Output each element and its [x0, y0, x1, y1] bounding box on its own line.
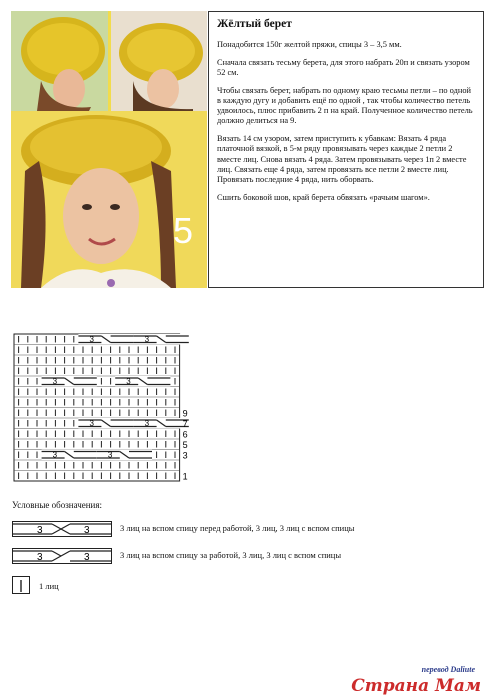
row-number: 9	[182, 408, 188, 419]
cable-digit: 3	[107, 450, 113, 460]
paragraph-decreases: Вязать 14 см узором, затем приступить к убавкам: Вязать 4 ряда платочной вязкой, в 5-м ряду провязывать через каждые 2 петли 2 вместе лиц. Снова вязать 4 ряда. Затем провязывать через 1п 2 вместе лиц. Связать еще 4 ряда, затем провязать все петли 2 вместе лиц. Провязать последние 4 ряда, нить оборвать.	[217, 134, 467, 184]
article-title: Жёлтый берет	[217, 18, 292, 30]
instructions-box	[208, 11, 484, 288]
photo-main	[11, 111, 207, 288]
beret-photo	[11, 11, 207, 288]
translator-credit: перевод Daliute	[421, 665, 475, 674]
photo-small-right	[111, 11, 207, 111]
cable-digit: 3	[126, 377, 131, 386]
cable-digit: 3	[144, 335, 150, 344]
cable-back-symbol	[12, 548, 112, 564]
legend-text-knit: 1 лиц	[39, 581, 59, 591]
cable-digit: 3	[144, 419, 150, 428]
site-logo: Страна Мам	[351, 676, 481, 696]
paragraph-finishing: Сшить боковой шов, край берета обвязать «рачьим шагом».	[217, 192, 430, 202]
knit-symbol	[12, 576, 30, 594]
knitting-chart	[12, 330, 197, 490]
cable-back-digit-right: 3	[84, 552, 90, 563]
row-number: 3	[182, 450, 188, 461]
photo-small-left	[11, 11, 108, 111]
legend-item-knit	[12, 576, 59, 592]
cable-digit: 3	[89, 419, 94, 428]
paragraph-yarn: Понадобится 150г желтой пряжи, спицы 3 – 3,5 мм.	[217, 39, 402, 49]
paragraph-band: Сначала связать тесьму берета, для этого набрать 20п и связать узором 52 см.	[217, 57, 470, 77]
cable-digit: 3	[52, 450, 58, 460]
cable-back-digit-left: 3	[37, 552, 43, 563]
legend-text-cable-front: 3 лиц на вспом спицу перед работой, 3 лиц, 3 лиц с вспом спицы	[120, 523, 355, 533]
legend-text-cable-back: 3 лиц на вспом спицу за работой, 3 лиц, 3 лиц с вспом спицы	[120, 550, 342, 560]
row-number: 1	[182, 471, 188, 482]
row-number: 7	[182, 419, 188, 429]
beret-photo-illustration	[11, 11, 207, 288]
knitting-chart-grid	[12, 330, 197, 490]
photo-number: 5	[172, 210, 194, 251]
legend-item-cable-front	[12, 521, 355, 537]
cable-front-digit-right: 3	[84, 525, 90, 536]
legend-title: Условные обозначения:	[12, 500, 103, 510]
cable-digit: 3	[52, 377, 58, 386]
cable-front-digit-left: 3	[37, 525, 43, 536]
cable-front-symbol	[12, 521, 112, 537]
cable-digit: 3	[89, 335, 94, 344]
row-number: 6	[182, 429, 188, 440]
paragraph-beret: Чтобы связать берет, набрать по одному краю тесьмы петли – по одной в каждую дугу и добавить ещё по одной , так чтобы количество петель удвоилось, плюс прибавить 2 п на край. Полученное количество петель должно делиться на 9.	[217, 86, 473, 126]
legend-item-cable-back	[12, 548, 342, 564]
row-number: 5	[182, 440, 188, 450]
